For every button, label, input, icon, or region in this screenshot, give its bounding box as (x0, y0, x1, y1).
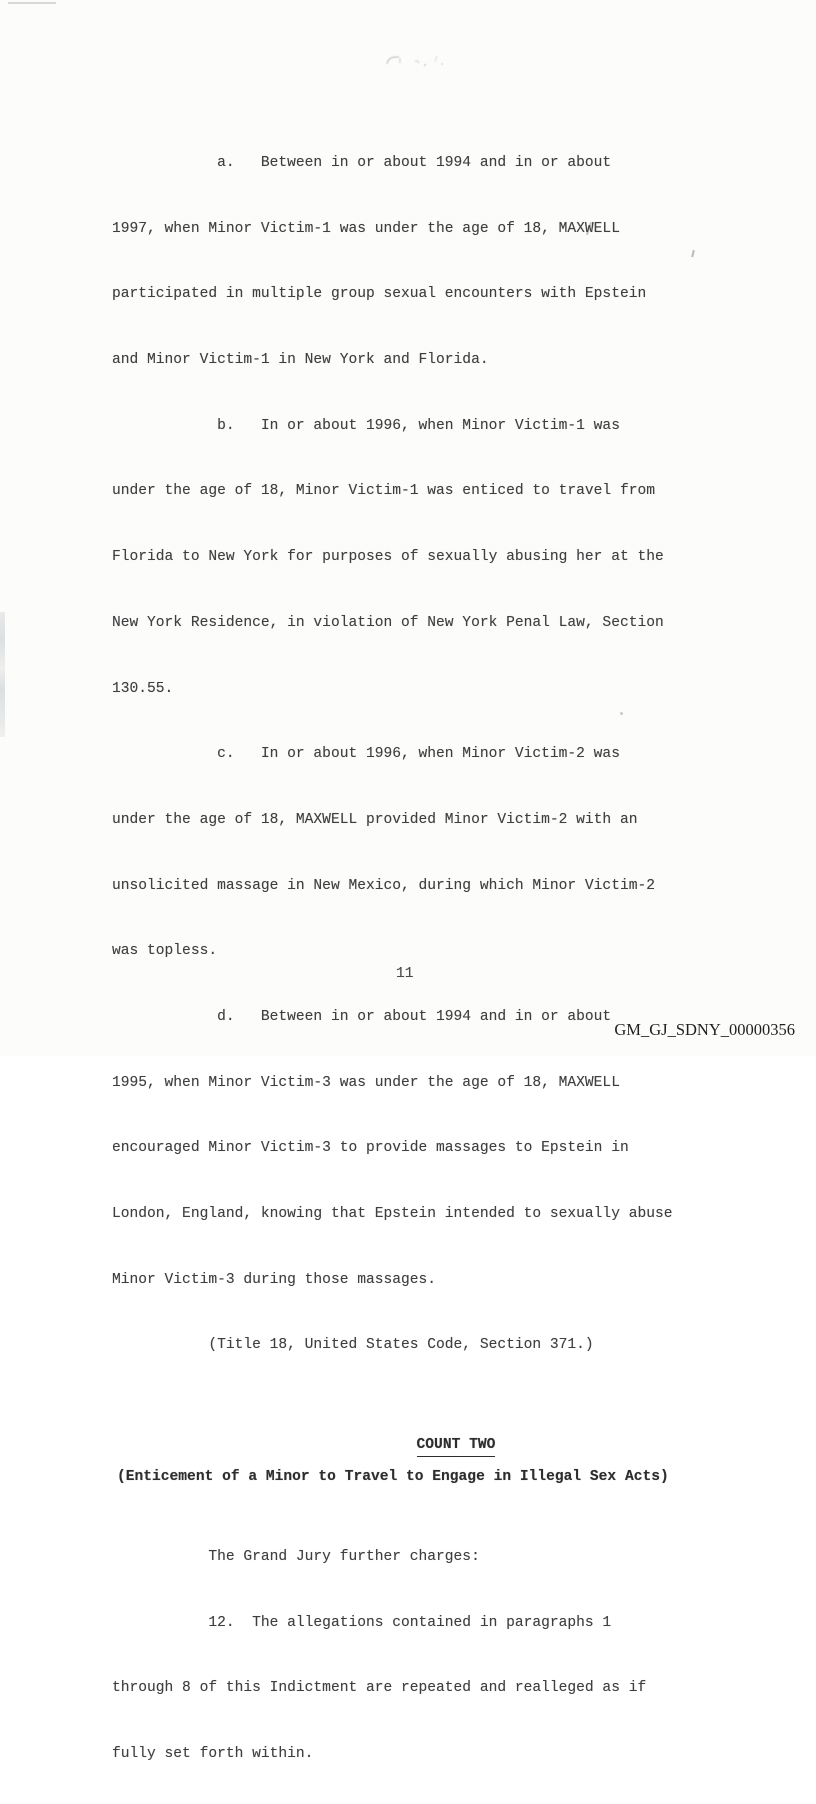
count-two-heading-row (112, 1417, 702, 1454)
text-line: participated in multiple group sexual encounters with Epstein (112, 286, 647, 303)
text-line: under the age of 18, MAXWELL provided Minor Victim-2 with an (112, 811, 638, 828)
text-line: unsolicited massage in New Mexico, during which Minor Victim-2 (112, 877, 655, 894)
text-line: a. Between in or about 1994 and in or about (112, 155, 612, 171)
text-line: 1997, when Minor Victim-1 was under the age of 18, MAXWELL (112, 220, 620, 237)
text-line: Minor Victim-3 during those massages. (112, 1271, 437, 1288)
scan-edge-artifact (8, 2, 56, 4)
text-line: London, England, knowing that Epstein intended to sexually abuse (112, 1206, 673, 1222)
count-two-heading: COUNT TWO (417, 1436, 496, 1457)
document-body (112, 115, 702, 1804)
text-line: Florida to New York for purposes of sexually abusing her at the (112, 549, 664, 566)
text-line: was topless. (112, 943, 218, 960)
text-line: b. In or about 1996, when Minor Victim-1 was (112, 417, 620, 434)
text-line: The Grand Jury further charges: (112, 1549, 480, 1566)
text-line: d. Between in or about 1994 and in or about (112, 1008, 612, 1025)
page-number: 11 (396, 966, 414, 982)
text-line: (Title 18, United States Code, Section 371.) (112, 1337, 594, 1354)
text-line: fully set forth within. (112, 1746, 314, 1763)
text-line: 1995, when Minor Victim-3 was under the age of 18, MAXWELL (112, 1074, 620, 1091)
text-line: New York Residence, in violation of New York Penal Law, Section (112, 614, 664, 631)
text-line: 12. The allegations contained in paragraphs 1 (112, 1614, 612, 1631)
text-line: encouraged Minor Victim-3 to provide massages to Epstein in (112, 1140, 629, 1157)
text-line: under the age of 18, Minor Victim-1 was enticed to travel from (112, 483, 655, 500)
text-line: c. In or about 1996, when Minor Victim-2 was (112, 746, 620, 763)
text-line: 130.55. (112, 680, 174, 697)
text-line: and Minor Victim-1 in New York and Florida. (112, 352, 489, 369)
bates-stamp: GM_GJ_SDNY_00000356 (614, 1020, 795, 1039)
scan-smudge-artifact (385, 50, 455, 79)
text-line: through 8 of this Indictment are repeated and realleged as if (112, 1680, 647, 1697)
scan-edge-streak-artifact (0, 612, 5, 737)
count-two-subtitle: (Enticement of a Minor to Travel to Engage in Illegal Sex Acts) (117, 1469, 669, 1486)
